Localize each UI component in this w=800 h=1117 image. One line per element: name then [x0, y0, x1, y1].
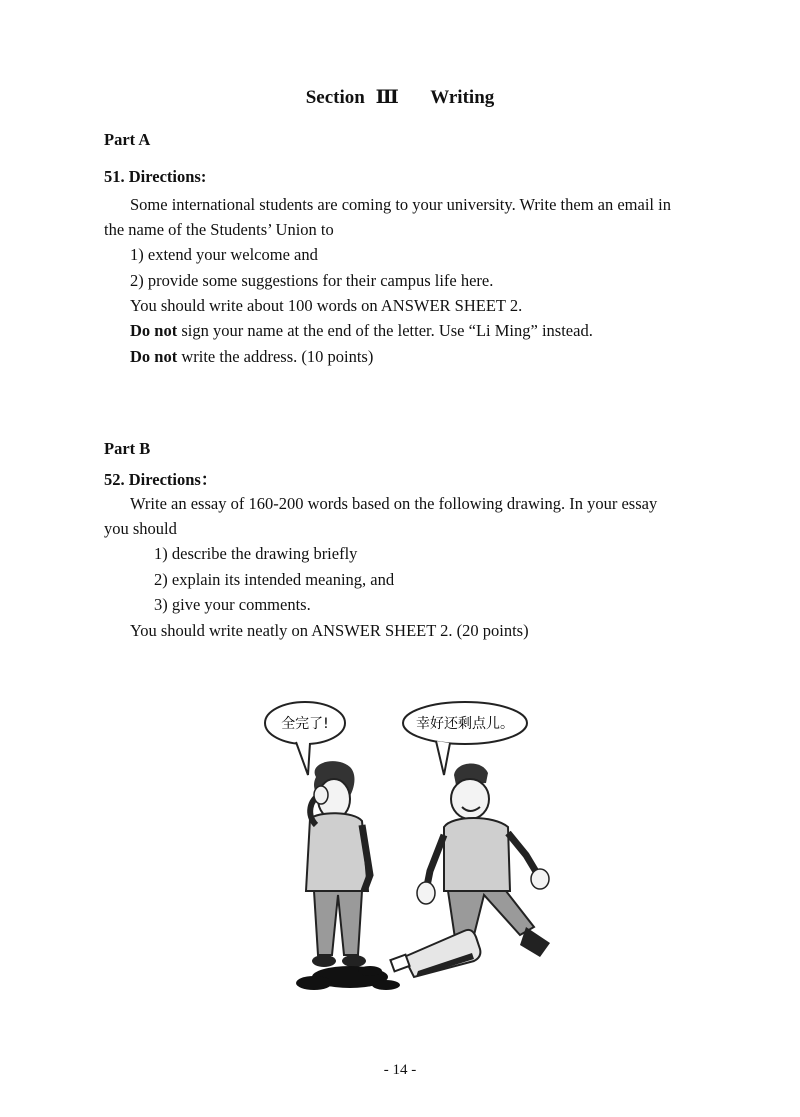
donot-text-2: write the address. (10 points)	[177, 347, 374, 366]
donot-text-1: sign your name at the end of the letter. Use “Li Ming” instead.	[177, 321, 593, 340]
part-a-line1: Some international students are coming to your university. Write them an email in	[130, 195, 671, 214]
part-a-heading: Part A	[104, 130, 151, 149]
part-a-instruction: You should write about 100 words on ANSWER SHEET 2.	[130, 296, 523, 315]
page-number: - 14 -	[383, 1062, 417, 1078]
despairing-man-figure	[306, 761, 370, 967]
question-51-heading: 51. Directions:	[104, 167, 207, 186]
section-name: Writing	[430, 87, 495, 108]
part-a-item2: 2) provide some suggestions for their campus life here.	[130, 271, 494, 290]
part-a-line2: the name of the Students’ Union to	[104, 220, 334, 239]
section-title	[0, 86, 800, 109]
ink-puddle	[296, 966, 400, 990]
bubble-left-text: 全完了!	[281, 716, 329, 732]
part-a-item1: 1) extend your welcome and	[130, 245, 318, 264]
donot-bold-2: Do not	[130, 347, 178, 366]
part-b-item2: 2) explain its intended meaning, and	[154, 570, 395, 589]
section-numeral: Ⅲ	[375, 87, 399, 108]
part-b-line1: Write an essay of 160-200 words based on the following drawing. In your essay	[130, 494, 658, 513]
donot-bold-1: Do not	[130, 321, 178, 340]
part-b-instruction: You should write neatly on ANSWER SHEET 2. (20 points)	[130, 621, 529, 640]
spilled-bottle	[390, 930, 480, 977]
part-b-line2: you should	[104, 519, 177, 538]
section-label: Section	[305, 87, 365, 108]
part-b-item3: 3) give your comments.	[154, 595, 311, 614]
speech-bubble-right	[403, 702, 527, 775]
cartoon-drawing	[258, 695, 570, 1000]
question-52-heading: 52. Directions：	[104, 470, 218, 489]
optimistic-man-figure	[417, 763, 550, 957]
part-a-donot-signature	[130, 318, 593, 343]
part-a-donot-address	[130, 344, 373, 369]
bubble-right-text: 幸好还剩点儿。	[416, 716, 514, 732]
part-b-item1: 1) describe the drawing briefly	[154, 544, 358, 563]
part-b-heading: Part B	[104, 439, 151, 458]
